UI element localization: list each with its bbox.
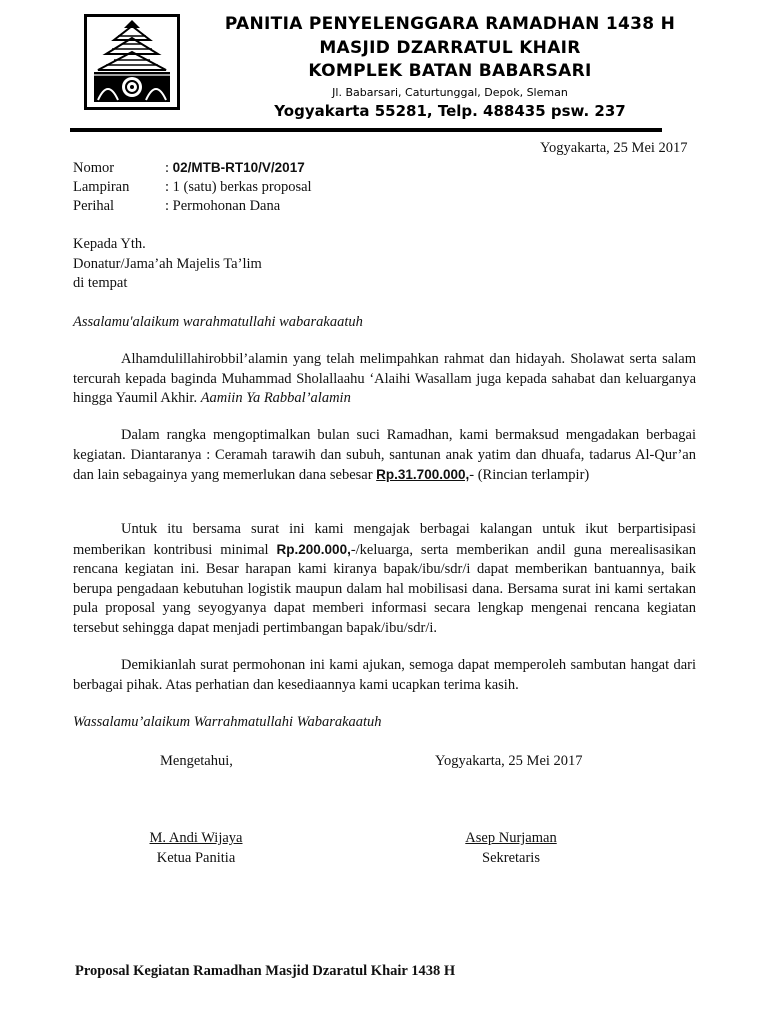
lampiran-label: Lampiran (73, 179, 130, 195)
header-line-2: MASJID DZARRATUL KHAIR (319, 38, 581, 58)
paragraph-2 (73, 426, 696, 486)
signature-right-name: Asep Nurjaman (465, 830, 557, 846)
paragraph-1-text: Alhamdulillahirobbil’alamin yang telah melimpahkan rahmat dan hidayah. Sholawat serta salam tercurah kepada baginda Muhammad Sholallaahu ‘Alaihi Wasallam juga kepada sahabat dan keluarganya hingga Yaumil Akhir. (73, 351, 696, 406)
header-address: Jl. Babarsari, Caturtunggal, Depok, Sleman (332, 86, 568, 99)
letter-date: Yogyakarta, 25 Mei 2017 (540, 140, 688, 156)
paragraph-2-amount: Rp.31.700.000, (376, 467, 470, 482)
recipient-line-2: Donatur/Jama’ah Majelis Ta’lim (73, 256, 262, 272)
nomor-value (165, 160, 305, 177)
paragraph-3-amount: Rp.200.000, (276, 541, 351, 557)
paragraph-3-after: -/keluarga, serta memberikan andil guna merealisasikan rencana kegiatan ini. Besar harapan kami kiranya bapak/ibu/sdr/i dapat memberikan bantuannya, baik berupa pengadaan kebutuhan logistik maupun dalam hal mobilisasi dana. Bersama surat ini kami sertakan pula proposal yang seyogyanya dapat memberi informasi secara lengkap mengenai rencana kegiatan tersebut sehingga dapat menjadi pertimbangan bapak/ibu/sdr/i. (73, 541, 696, 636)
header-line-3: KOMPLEK BATAN BABARSARI (308, 61, 592, 81)
paragraph-3 (73, 520, 696, 638)
footer-title: Proposal Kegiatan Ramadhan Masjid Dzaratul Khair 1438 H (75, 963, 456, 979)
lampiran-value: : 1 (satu) berkas proposal (165, 179, 312, 195)
recipient-line-3: di tempat (73, 275, 128, 291)
nomor-number: 02/MTB-RT10/V/2017 (172, 160, 305, 175)
mosque-logo (84, 14, 180, 110)
header-rule (70, 128, 662, 132)
paragraph-3-before: Untuk itu bersama surat ini kami mengajak berbagai kalangan untuk ikut berpartisipasi memberikan kontribusi minimal (73, 521, 696, 558)
paragraph-2-after: - (Rincian terlampir) (469, 467, 590, 483)
signature-right-title: Sekretaris (482, 850, 540, 866)
paragraph-4: Demikianlah surat permohonan ini kami ajukan, semoga dapat memperoleh sambutan hangat dari berbagai pihak. Atas perhatian dan kesediaannya kami ucapkan terima kasih. (73, 657, 696, 693)
recipient-line-1: Kepada Yth. (73, 236, 146, 252)
closing-salutation: Wassalamu’alaikum Warrahmatullahi Wabarakaatuh (73, 714, 382, 730)
paragraph-1-italic: Aamiin Ya Rabbal’alamin (200, 390, 351, 406)
nomor-label: Nomor (73, 160, 115, 176)
signature-left-title: Ketua Panitia (156, 850, 236, 866)
signature-left-heading: Mengetahui, (160, 753, 233, 769)
paragraph-2-before: Dalam rangka mengoptimalkan bulan suci Ramadhan, kami bermaksud mengadakan berbagai kegiatan. Diantaranya : Ceramah tarawih dan subuh, santunan anak yatim dan dhuafa, tadarus Al-Qur’an dan lain sebagainya yang memerlukan dana sebesar (73, 427, 696, 483)
header-line-1: PANITIA PENYELENGGARA RAMADHAN 1438 H (224, 14, 676, 34)
signature-right-heading: Yogyakarta, 25 Mei 2017 (435, 753, 583, 769)
perihal-label: Perihal (73, 198, 115, 214)
greeting: Assalamu'alaikum warahmatullahi wabarakaatuh (73, 314, 363, 330)
perihal-value: : Permohonan Dana (165, 198, 281, 214)
signature-left-name: M. Andi Wijaya (149, 830, 243, 846)
header-contact: Yogyakarta 55281, Telp. 488435 psw. 237 (274, 102, 626, 120)
paragraph-1 (73, 350, 696, 409)
nomor-colon: : (165, 160, 173, 176)
